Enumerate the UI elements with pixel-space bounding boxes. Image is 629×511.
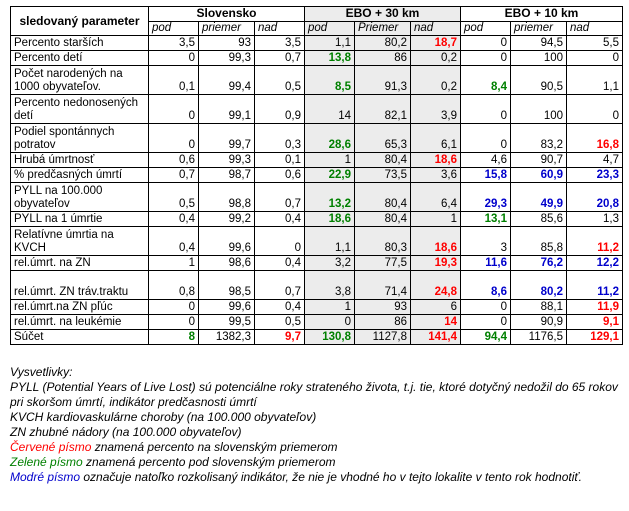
value-cell: 3,5 — [149, 36, 199, 51]
value-cell: 0 — [149, 95, 199, 124]
table-row — [11, 315, 623, 330]
value-cell: 22,9 — [305, 168, 355, 183]
value-cell: 1 — [149, 256, 199, 271]
value-cell: 0,2 — [411, 66, 461, 95]
value-cell: 80,4 — [355, 153, 411, 168]
table-row — [11, 227, 623, 256]
value-cell: 0 — [461, 51, 511, 66]
subheader-cell: pod — [149, 21, 199, 36]
value-cell: 12,2 — [567, 256, 623, 271]
value-cell: 88,1 — [511, 300, 567, 315]
table-row — [11, 212, 623, 227]
value-cell: 5,5 — [567, 36, 623, 51]
value-cell: 1 — [305, 153, 355, 168]
legend-notes — [10, 365, 622, 485]
value-cell: 90,5 — [511, 66, 567, 95]
note-zn: ZN zhubné nádory (na 100.000 obyvateľov) — [10, 425, 242, 439]
table-row — [11, 256, 623, 271]
value-cell: 11,9 — [567, 300, 623, 315]
value-cell: 1,1 — [305, 36, 355, 51]
value-cell: 85,8 — [511, 227, 567, 256]
value-cell: 0,8 — [149, 271, 199, 300]
table-row — [11, 168, 623, 183]
value-cell: 1382,3 — [199, 330, 255, 345]
value-cell: 0,1 — [149, 66, 199, 95]
blue-label: Modré písmo — [10, 470, 81, 484]
row-label: Percento detí — [11, 51, 149, 66]
value-cell: 6,1 — [411, 124, 461, 153]
value-cell: 1,1 — [567, 66, 623, 95]
value-cell: 0,4 — [149, 212, 199, 227]
value-cell: 98,5 — [199, 271, 255, 300]
row-label: Hrubá úmrtnosť — [11, 153, 149, 168]
group-header-ebo10: EBO + 10 km — [461, 7, 623, 22]
value-cell: 91,3 — [355, 66, 411, 95]
table-row — [11, 95, 623, 124]
note-blue — [10, 470, 622, 485]
value-cell: 93 — [199, 36, 255, 51]
value-cell: 0,5 — [255, 315, 305, 330]
value-cell: 0 — [305, 315, 355, 330]
value-cell: 60,9 — [511, 168, 567, 183]
value-cell: 11,2 — [567, 271, 623, 300]
value-cell: 9,7 — [255, 330, 305, 345]
notes-title: Vysvetlivky: — [10, 365, 73, 379]
value-cell: 3,9 — [411, 95, 461, 124]
value-cell: 98,7 — [199, 168, 255, 183]
value-cell: 100 — [511, 95, 567, 124]
table-row — [11, 124, 623, 153]
value-cell: 90,9 — [511, 315, 567, 330]
value-cell: 86 — [355, 315, 411, 330]
value-cell: 11,2 — [567, 227, 623, 256]
value-cell: 0 — [567, 95, 623, 124]
value-cell: 0,2 — [411, 51, 461, 66]
value-cell: 99,2 — [199, 212, 255, 227]
value-cell: 4,6 — [461, 153, 511, 168]
value-cell: 1 — [305, 300, 355, 315]
value-cell: 0,7 — [255, 183, 305, 212]
value-cell: 98,8 — [199, 183, 255, 212]
value-cell: 0,6 — [149, 153, 199, 168]
value-cell: 24,8 — [411, 271, 461, 300]
row-label: % predčasných úmrtí — [11, 168, 149, 183]
value-cell: 80,2 — [355, 36, 411, 51]
value-cell: 0,4 — [149, 227, 199, 256]
table-row — [11, 51, 623, 66]
value-cell: 80,4 — [355, 212, 411, 227]
value-cell: 94,4 — [461, 330, 511, 345]
row-label: Percento nedonosených detí — [11, 95, 149, 124]
value-cell: 0 — [461, 300, 511, 315]
value-cell: 141,4 — [411, 330, 461, 345]
subheader-cell: nad — [255, 21, 305, 36]
table-row — [11, 153, 623, 168]
value-cell: 18,6 — [411, 227, 461, 256]
subheader-cell: nad — [411, 21, 461, 36]
value-cell: 0 — [567, 51, 623, 66]
value-cell: 82,1 — [355, 95, 411, 124]
value-cell: 80,3 — [355, 227, 411, 256]
value-cell: 0 — [149, 124, 199, 153]
value-cell: 99,6 — [199, 300, 255, 315]
value-cell: 99,3 — [199, 51, 255, 66]
value-cell: 0,4 — [255, 212, 305, 227]
note-pyll: PYLL (Potential Years of Live Lost) sú potenciálne roky strateného života, t.j. tie, ktoré dotyčný nedožil do 65 rokov pri skoršom úmrtí, indikátor predčasnosti úmrtí — [10, 380, 618, 409]
value-cell: 0,4 — [255, 300, 305, 315]
value-cell: 1,1 — [305, 227, 355, 256]
table-body — [11, 36, 623, 345]
subheader-cell: priemer — [511, 21, 567, 36]
row-label: Súčet — [11, 330, 149, 345]
value-cell: 80,2 — [511, 271, 567, 300]
value-cell: 99,4 — [199, 66, 255, 95]
value-cell: 100 — [511, 51, 567, 66]
value-cell: 0 — [149, 300, 199, 315]
header-row — [11, 7, 623, 22]
value-cell: 3,8 — [305, 271, 355, 300]
value-cell: 99,1 — [199, 95, 255, 124]
table-row — [11, 330, 623, 345]
value-cell: 29,3 — [461, 183, 511, 212]
value-cell: 0,5 — [149, 183, 199, 212]
value-cell: 6 — [411, 300, 461, 315]
value-cell: 0 — [149, 315, 199, 330]
value-cell: 0,4 — [255, 256, 305, 271]
row-label: Počet narodených na 1000 obyvateľov. — [11, 66, 149, 95]
red-label: Červené písmo — [10, 440, 92, 454]
subheader-cell: Priemer — [355, 21, 411, 36]
value-cell: 71,4 — [355, 271, 411, 300]
value-cell: 49,9 — [511, 183, 567, 212]
value-cell: 1 — [411, 212, 461, 227]
table-row — [11, 36, 623, 51]
value-cell: 8,5 — [305, 66, 355, 95]
value-cell: 0,6 — [255, 168, 305, 183]
value-cell: 99,5 — [199, 315, 255, 330]
value-cell: 1127,8 — [355, 330, 411, 345]
value-cell: 0,7 — [255, 271, 305, 300]
row-label: rel.úmrt. ZN tráv.traktu — [11, 271, 149, 300]
value-cell: 0,9 — [255, 95, 305, 124]
value-cell: 3,6 — [411, 168, 461, 183]
value-cell: 28,6 — [305, 124, 355, 153]
group-header-slovensko: Slovensko — [149, 7, 305, 22]
table-row — [11, 300, 623, 315]
table-row — [11, 183, 623, 212]
value-cell: 18,6 — [305, 212, 355, 227]
value-cell: 0,5 — [255, 66, 305, 95]
row-label: rel.úmrt.na ZN pľúc — [11, 300, 149, 315]
value-cell: 94,5 — [511, 36, 567, 51]
row-label: rel.úmrt. na leukémie — [11, 315, 149, 330]
value-cell: 86 — [355, 51, 411, 66]
value-cell: 0,3 — [255, 124, 305, 153]
subheader-cell: pod — [461, 21, 511, 36]
value-cell: 14 — [411, 315, 461, 330]
value-cell: 9,1 — [567, 315, 623, 330]
value-cell: 13,8 — [305, 51, 355, 66]
param-header: sledovaný parameter — [11, 7, 149, 36]
value-cell: 0 — [461, 315, 511, 330]
note-red — [10, 440, 622, 455]
value-cell: 0 — [461, 95, 511, 124]
subheader-cell: pod — [305, 21, 355, 36]
value-cell: 76,2 — [511, 256, 567, 271]
subheader-cell: nad — [567, 21, 623, 36]
value-cell: 130,8 — [305, 330, 355, 345]
value-cell: 3,2 — [305, 256, 355, 271]
value-cell: 98,6 — [199, 256, 255, 271]
indicator-table — [10, 6, 623, 345]
row-label: rel.úmrt. na ZN — [11, 256, 149, 271]
value-cell: 0,1 — [255, 153, 305, 168]
note-kvch: KVCH kardiovaskulárne choroby (na 100.000 obyvateľov) — [10, 410, 317, 424]
green-label: Zelené písmo — [10, 455, 83, 469]
value-cell: 3,5 — [255, 36, 305, 51]
value-cell: 0,7 — [149, 168, 199, 183]
group-header-ebo30: EBO + 30 km — [305, 7, 461, 22]
value-cell: 77,5 — [355, 256, 411, 271]
value-cell: 4,7 — [567, 153, 623, 168]
value-cell: 83,2 — [511, 124, 567, 153]
value-cell: 65,3 — [355, 124, 411, 153]
value-cell: 23,3 — [567, 168, 623, 183]
row-label: PYLL na 100.000 obyvateľov — [11, 183, 149, 212]
value-cell: 0 — [255, 227, 305, 256]
value-cell: 129,1 — [567, 330, 623, 345]
row-label: Percento starších — [11, 36, 149, 51]
value-cell: 20,8 — [567, 183, 623, 212]
note-green — [10, 455, 622, 470]
value-cell: 85,6 — [511, 212, 567, 227]
value-cell: 8,6 — [461, 271, 511, 300]
value-cell: 13,2 — [305, 183, 355, 212]
value-cell: 99,7 — [199, 124, 255, 153]
value-cell: 93 — [355, 300, 411, 315]
value-cell: 18,6 — [411, 153, 461, 168]
value-cell: 0 — [461, 36, 511, 51]
blue-text: označuje natoľko rozkolisaný indikátor, že nie je vhodné ho v tejto lokalite v tento rok hodnotiť. — [80, 470, 582, 484]
value-cell: 16,8 — [567, 124, 623, 153]
value-cell: 8,4 — [461, 66, 511, 95]
value-cell: 11,6 — [461, 256, 511, 271]
value-cell: 15,8 — [461, 168, 511, 183]
table-row — [11, 271, 623, 300]
value-cell: 18,7 — [411, 36, 461, 51]
value-cell: 80,4 — [355, 183, 411, 212]
value-cell: 19,3 — [411, 256, 461, 271]
value-cell: 6,4 — [411, 183, 461, 212]
value-cell: 13,1 — [461, 212, 511, 227]
value-cell: 0 — [149, 51, 199, 66]
value-cell: 3 — [461, 227, 511, 256]
value-cell: 14 — [305, 95, 355, 124]
value-cell: 73,5 — [355, 168, 411, 183]
value-cell: 90,7 — [511, 153, 567, 168]
value-cell: 99,3 — [199, 153, 255, 168]
value-cell: 8 — [149, 330, 199, 345]
value-cell: 0 — [461, 124, 511, 153]
value-cell: 1,3 — [567, 212, 623, 227]
green-text: znamená percento pod slovenským priemerom — [82, 455, 336, 469]
row-label: Relatívne úmrtia na KVCH — [11, 227, 149, 256]
value-cell: 1176,5 — [511, 330, 567, 345]
subheader-cell: priemer — [199, 21, 255, 36]
value-cell: 99,6 — [199, 227, 255, 256]
table-row — [11, 66, 623, 95]
row-label: Podiel spontánnych potratov — [11, 124, 149, 153]
row-label: PYLL na 1 úmrtie — [11, 212, 149, 227]
red-text: znamená percento na slovenským priemerom — [91, 440, 338, 454]
value-cell: 0,7 — [255, 51, 305, 66]
